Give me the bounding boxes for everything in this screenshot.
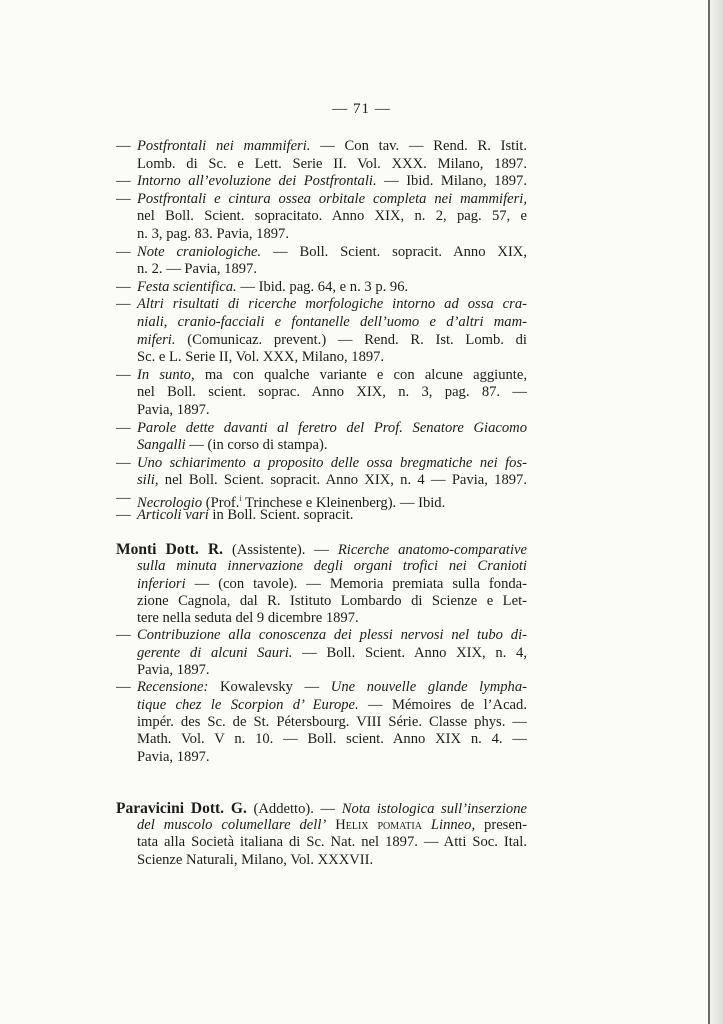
text-line [116,852,527,869]
text-segment: tere nella seduta del 9 dicembre 1897. [137,610,359,627]
text-line [116,314,527,332]
text-segment: — Ibid. Milano, 1897. [376,173,527,190]
line-text [137,244,527,262]
text-segment: i [239,493,242,503]
text-line [116,138,527,156]
text-line [116,731,527,748]
line-text [137,610,527,628]
line-text [137,507,527,525]
line-text [137,645,527,663]
text-segment: Kowalevsky — [208,679,331,696]
text-segment: zione Cagnola, dal R. Istituto Lombardo di Scienze e Let- [137,592,527,609]
text-line [116,800,527,817]
line-text [137,191,527,209]
text-line [116,679,527,696]
text-line [116,244,527,262]
text-line [116,191,527,209]
line-text [137,156,527,174]
text-line [116,455,527,473]
italic-title: Linneo, [430,817,476,834]
text-segment: Pavia, 1897. [137,748,210,765]
italic-title: Nota istologica sull’inserzione [341,801,527,817]
em-dash: — [116,296,131,313]
line-text [137,402,527,420]
line-text [137,173,527,191]
text-segment: impér. des Sc. de St. Pétersbourg. VIII Série. Classe phys. — [137,713,527,730]
line-text [137,138,527,156]
entry-monti [116,541,527,766]
author-name: Monti Dott. R. [116,541,224,558]
text-segment: in Boll. Scient. sopracit. [208,507,354,524]
text-segment: — (in corso di stampa). [185,437,328,454]
line-text [137,314,527,332]
italic-title: tique chez le Scorpion d’ Europe. [137,696,359,713]
italic-title: Postfrontali nei mammiferi. [137,138,311,154]
italic-title: Intorno all’evoluzione dei Postfrontali. [137,173,377,190]
line-text [137,576,527,594]
em-dash: — [116,243,131,260]
em-dash: — [116,489,131,506]
text-line [116,261,527,279]
em-dash: — [116,366,131,383]
text-line [116,541,527,558]
italic-title: Recensione: [137,679,209,696]
text-line [116,384,527,402]
text-line [116,332,527,350]
text-line [116,627,527,644]
line-text [137,349,527,367]
italic-title: Note craniologiche. [137,243,262,260]
line-text [137,714,527,732]
italic-title: Festa scientifica. [137,278,237,295]
text-line [116,349,527,367]
text-line [116,208,527,226]
em-dash: — [116,278,131,295]
text-line [116,420,527,438]
line-text [137,261,527,279]
text-segment: ma con qualche variante e con alcune aggiunte, [194,366,527,383]
text-line [116,296,527,314]
text-segment: Lomb. di Sc. e Lett. Serie II. Vol. XXX. Milano, 1897. [137,155,527,172]
line-text [137,817,527,835]
italic-title: miferi. [137,331,176,348]
em-dash: — [116,454,131,471]
line-text [137,834,527,852]
italic-title: gerente di alcuni Sauri. [137,644,293,661]
text-line [116,173,527,191]
line-text [137,472,527,490]
line-text [137,296,527,314]
text-segment: Helix pomatia [326,817,431,834]
italic-title: Necrologio [137,494,203,511]
text-segment: tata alla Società italiana di Sc. Nat. nel 1897. — Atti Soc. Ital. [137,834,527,851]
italic-title: sili, [137,472,159,489]
italic-title: Une nouvelle glande lympha- [330,679,528,696]
text-segment: Sc. e L. Serie II, Vol. XXX, Milano, 1897. [137,349,385,366]
em-dash: — [116,138,131,154]
text-segment: nel Boll. Scient. sopracitato. Anno XIX, n. 2, pag. 57, e [137,208,527,225]
line-text [137,367,527,385]
text-segment: n. 3, pag. 83. Pavia, 1897. [137,225,290,242]
text-segment: (Prof. [202,494,240,511]
text-line [116,697,527,714]
bibliography-list-continued [116,138,527,525]
text-segment: (Addetto). — [246,801,342,817]
italic-title: Articoli vari [137,507,209,524]
text-segment: Math. Vol. V n. 10. — Boll. scient. Anno XIX n. 4. — [137,731,527,748]
italic-title: del muscolo columellare dell’ [137,817,327,834]
text-segment: n. 2. — Pavia, 1897. [137,261,257,278]
text-line [116,472,527,490]
em-dash: — [116,679,131,696]
entry-paravicini [116,800,527,869]
text-segment: — (con tavole). — Memoria premiata sulla fonda- [185,575,527,592]
text-line [116,156,527,174]
text-segment: Pavia, 1897. [137,401,210,418]
text-line [116,576,527,593]
text-line [116,226,527,244]
italic-title: Contribuzione alla conoscenza dei plessi nervosi nel tubo di- [137,627,527,644]
italic-title: Sangalli [137,437,186,454]
line-text [137,420,527,438]
text-line [116,507,527,525]
line-text [137,749,527,767]
text-segment: presen- [475,817,528,834]
line-text [137,731,527,749]
line-text [137,662,527,680]
line-text [137,437,527,455]
text-segment: Scienze Naturali, Milano, Vol. XXXVII. [137,851,374,868]
line-text [137,384,527,402]
text-segment: — Mémoires de l’Acad. [358,696,527,713]
text-segment: nel Boll. scient. soprac. Anno XIX, n. 3, pag. 87. — [137,384,527,401]
em-dash: — [116,173,131,190]
text-segment: (Assistente). — [223,542,338,558]
text-segment: — Con tav. — Rend. R. Istit. [310,138,527,154]
text-segment: (Comunicaz. prevent.) — Rend. R. Ist. Lomb. di [175,331,527,348]
text-segment: — Boll. Scient. sopracit. Anno XIX, [261,243,527,260]
line-text [137,455,527,473]
line-text [137,627,527,645]
text-line [116,662,527,679]
author-name: Paravicini Dott. G. [116,800,247,817]
line-text [137,208,527,226]
text-segment: nel Boll. Scient. sopracit. Anno XIX, n. 4 — Pavia, 1897. [158,472,527,489]
italic-title: Uno schiarimento a proposito delle ossa bregmatiche nei fos- [137,454,527,471]
text-line [116,489,527,511]
line-text [116,800,527,819]
page-number: — 71 — [332,101,391,117]
text-line [116,437,527,455]
text-segment: Pavia, 1897. [137,662,210,679]
text-line [116,610,527,627]
text-line [116,593,527,610]
text-line [116,817,527,834]
text-line [116,558,527,575]
line-text [137,332,527,350]
line-text [137,558,527,576]
line-text [137,679,527,697]
line-text [137,279,527,297]
italic-title: Altri risultati di ricerche morfologiche intorno ad ossa cra- [137,296,527,313]
italic-title: inferiori [137,575,186,592]
em-dash: — [116,419,131,436]
text-line [116,834,527,851]
line-text [137,852,527,870]
text-segment: — Ibid. pag. 64, e n. 3 p. 96. [236,278,409,295]
text-line [116,367,527,385]
text-line [116,402,527,420]
scan-page-edge [708,0,723,1024]
line-text [137,593,527,611]
text-segment: — Boll. Scient. Anno XIX, n. 4, [292,644,528,661]
line-text [137,697,527,715]
italic-title: Postfrontali e cintura ossea orbitale completa nei mammiferi, [137,190,527,207]
text-segment: Trinchese e Kleinenberg). — Ibid. [241,494,446,511]
italic-title: In sunto, [137,366,195,383]
text-line [116,749,527,766]
italic-title: Ricerche anatomo-comparative [337,542,527,558]
text-line [116,645,527,662]
em-dash: — [116,627,131,644]
italic-title: sulla minuta innervazione degli organi trofici nei Cranioti [137,558,527,575]
line-text [137,226,527,244]
text-line [116,714,527,731]
em-dash: — [116,190,131,207]
italic-title: niali, cranio-facciali e fontanelle dell’uomo e d’altri mam- [137,313,527,330]
text-line [116,279,527,297]
line-text [116,541,527,560]
em-dash: — [116,507,131,524]
italic-title: Parole dette davanti al feretro del Prof. Senatore Giacomo [137,419,527,436]
